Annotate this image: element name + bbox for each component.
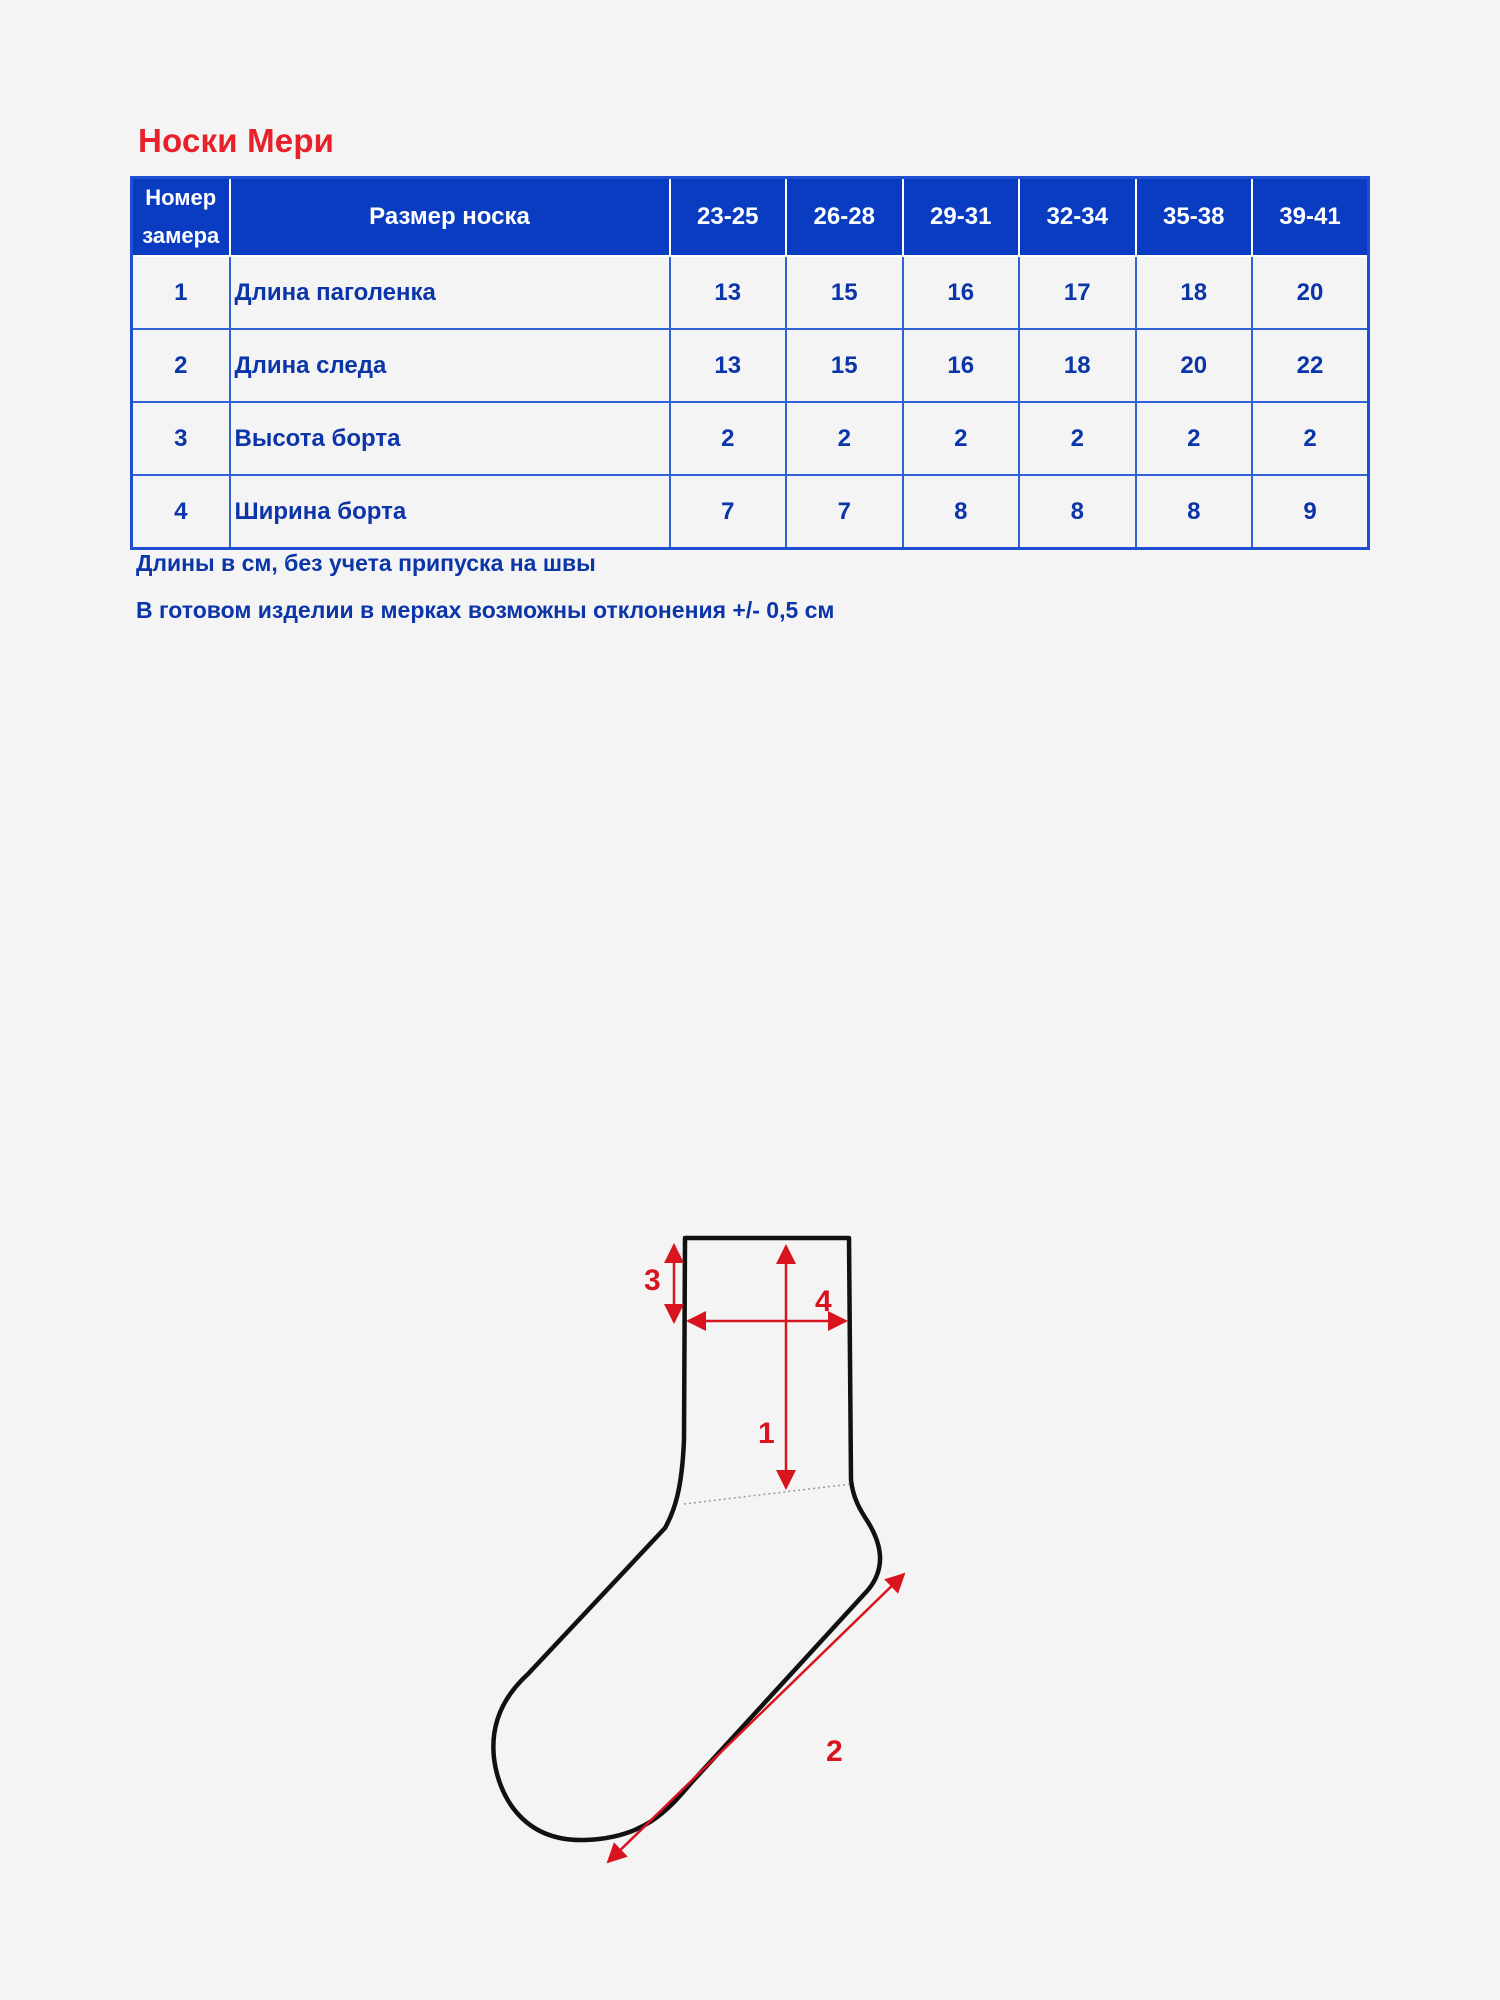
row-value: 2 (903, 402, 1020, 475)
header-size: 26-28 (786, 178, 903, 257)
row-value: 8 (1019, 475, 1136, 549)
measure-label-4: 4 (815, 1285, 832, 1318)
row-name: Длина паголенка (230, 256, 670, 329)
row-value: 15 (786, 256, 903, 329)
header-number-line1: Номер (145, 185, 217, 210)
row-name: Длина следа (230, 329, 670, 402)
header-size: 23-25 (670, 178, 787, 257)
row-value: 8 (903, 475, 1020, 549)
row-value: 22 (1252, 329, 1369, 402)
row-value: 20 (1136, 329, 1253, 402)
header-size: 39-41 (1252, 178, 1369, 257)
measure-label-2: 2 (826, 1735, 843, 1768)
header-size: 32-34 (1019, 178, 1136, 257)
row-value: 8 (1136, 475, 1253, 549)
header-number-line2: замера (142, 223, 220, 248)
row-value: 2 (1136, 402, 1253, 475)
row-value: 20 (1252, 256, 1369, 329)
page-title: Носки Мери (138, 122, 335, 159)
ankle-dotted-line (684, 1484, 851, 1504)
row-name: Высота борта (230, 402, 670, 475)
row-value: 17 (1019, 256, 1136, 329)
row-value: 2 (670, 402, 787, 475)
row-number: 1 (132, 256, 230, 329)
header-size: 35-38 (1136, 178, 1253, 257)
row-value: 13 (670, 256, 787, 329)
sock-outline (493, 1238, 880, 1840)
units-note: Длины в см, без учета припуска на швы (136, 550, 596, 576)
measure-label-1: 1 (758, 1417, 775, 1450)
row-number: 2 (132, 329, 230, 402)
row-value: 7 (786, 475, 903, 549)
row-name: Ширина борта (230, 475, 670, 549)
row-value: 18 (1136, 256, 1253, 329)
row-value: 16 (903, 329, 1020, 402)
row-value: 2 (1019, 402, 1136, 475)
row-value: 18 (1019, 329, 1136, 402)
header-size: 29-31 (903, 178, 1020, 257)
row-value: 2 (1252, 402, 1369, 475)
tolerance-note: В готовом изделии в мерках возможны отклонения +/- 0,5 см (136, 597, 835, 623)
row-value: 16 (903, 256, 1020, 329)
row-value: 7 (670, 475, 787, 549)
row-value: 13 (670, 329, 787, 402)
measure-label-3: 3 (644, 1264, 661, 1297)
row-number: 4 (132, 475, 230, 549)
row-value: 9 (1252, 475, 1369, 549)
row-value: 2 (786, 402, 903, 475)
measure-arrow-2 (608, 1574, 904, 1862)
row-value: 15 (786, 329, 903, 402)
row-number: 3 (132, 402, 230, 475)
header-sock-size: Размер носка (230, 178, 670, 257)
